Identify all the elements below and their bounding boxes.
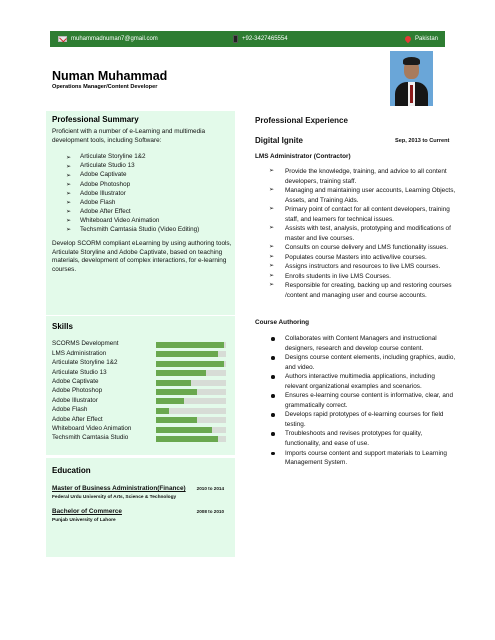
tool-item (66, 162, 199, 171)
skill-row (52, 378, 230, 387)
skill-bar-track (156, 351, 226, 357)
duty-text: Responsible for creating, backing up and restoring courses /content and managing user and course accounts. (285, 282, 452, 299)
skill-bar-fill (156, 398, 184, 404)
skill-label: Adobe Photoshop (52, 387, 103, 395)
bullet-dot-icon (271, 337, 275, 341)
skill-bar-fill (156, 361, 224, 367)
university-name: Punjab University of Lahore (52, 517, 116, 523)
skill-bar-track (156, 389, 226, 395)
tools-list (66, 153, 199, 235)
summary-outro: Develop SCORM compliant eLearning by using authoring tools, Articulate Storyline and Adobe Captivate, based on teaching materials, development of complex interactions, for e-learning courses. (52, 240, 232, 273)
duty-text: Managing and maintaining user accounts, Learning Objects, Assets, and Training Aids. (285, 187, 456, 204)
duty-item (269, 243, 457, 253)
skill-label: SCORMS Development (52, 340, 119, 348)
summary-panel (46, 111, 235, 315)
arrow-bullet-icon: ➢ (66, 227, 72, 234)
tool-item (66, 171, 199, 180)
tool-label: Adobe Photoshop (80, 180, 131, 188)
skill-row (52, 387, 230, 396)
course-authoring-list (269, 334, 457, 468)
skill-bar-track (156, 417, 226, 423)
duty-text: Assigns instructors and resources to live LMS courses. (285, 263, 441, 270)
tool-label: Adobe Captivate (80, 171, 127, 179)
authoring-item (269, 410, 457, 429)
skill-bar-track (156, 370, 226, 376)
skill-label: Whiteboard Video Animation (52, 424, 132, 432)
email-text: muhammadnuman7@gmail.com (71, 35, 158, 42)
duty-item (269, 205, 457, 224)
summary-heading: Professional Summary (52, 115, 139, 124)
skill-bar-track (156, 408, 226, 414)
arrow-bullet-icon: ➢ (269, 253, 275, 260)
duty-item (269, 253, 457, 263)
skill-row (52, 425, 230, 434)
arrow-bullet-icon: ➢ (66, 209, 72, 216)
authoring-text: Imports course content and support materials to Learning Management System. (285, 449, 447, 467)
arrow-bullet-icon: ➢ (66, 218, 72, 225)
authoring-item (269, 429, 457, 448)
duty-item (269, 272, 457, 282)
skill-bar-track (156, 427, 226, 433)
skill-row (52, 359, 230, 368)
arrow-bullet-icon: ➢ (66, 199, 72, 206)
tool-label: Whiteboard Video Animation (80, 216, 160, 224)
authoring-item (269, 449, 457, 468)
course-authoring-heading: Course Authoring (255, 319, 310, 326)
contact-phone[interactable] (233, 31, 288, 47)
tool-label: Adobe After Effect (80, 207, 131, 215)
tool-item (66, 217, 199, 226)
tool-item (66, 189, 199, 198)
university-name: Federal Urdu University of Arts, Science & Technology (52, 494, 177, 500)
tool-label: Adobe Illustrator (80, 189, 126, 197)
skill-label: Adobe Illustrator (52, 396, 98, 404)
authoring-text: Troubleshoots and revises prototypes for quality, functionality, and ease of use. (285, 430, 423, 448)
skill-row (52, 434, 230, 443)
bullet-dot-icon (271, 452, 275, 456)
skill-bar-fill (156, 436, 218, 442)
arrow-bullet-icon: ➢ (269, 225, 275, 231)
authoring-item (269, 391, 457, 410)
employment-dates: Sep, 2013 to Current (395, 138, 450, 144)
skill-bar-fill (156, 417, 197, 423)
contact-email[interactable] (58, 31, 158, 47)
duty-text: Provide the knowledge, training, and advice to all content developers, training staff. (285, 168, 447, 185)
arrow-bullet-icon: ➢ (66, 163, 72, 170)
skill-bar-track (156, 361, 226, 367)
duty-item (269, 186, 457, 205)
authoring-item (269, 372, 457, 391)
location-pin-icon (404, 35, 412, 43)
skill-label: Adobe Flash (52, 406, 88, 414)
duty-item (269, 167, 457, 186)
skill-bar-fill (156, 380, 191, 386)
skills-list (52, 340, 230, 443)
arrow-bullet-icon: ➢ (269, 168, 275, 174)
education-heading: Education (52, 466, 91, 475)
skill-bar-fill (156, 342, 224, 348)
bullet-dot-icon (271, 413, 275, 417)
arrow-bullet-icon: ➢ (269, 263, 275, 269)
profile-photo (390, 51, 433, 106)
arrow-bullet-icon: ➢ (269, 206, 275, 212)
tool-item (66, 198, 199, 207)
duty-item (269, 281, 457, 300)
degree-name: Bachelor of Commerce (52, 508, 122, 515)
candidate-name: Numan Muhammad (52, 69, 168, 83)
skill-bar-fill (156, 427, 212, 433)
bullet-dot-icon (271, 356, 275, 360)
duty-item (269, 224, 457, 243)
arrow-bullet-icon: ➢ (269, 282, 275, 288)
arrow-bullet-icon: ➢ (269, 187, 275, 193)
tool-item (66, 153, 199, 162)
authoring-text: Designs course content elements, including graphics, audio, and video. (285, 354, 456, 371)
degree-name: Master of Business Administration(Finance) (52, 485, 186, 492)
arrow-bullet-icon: ➢ (66, 172, 72, 179)
bullet-dot-icon (271, 432, 275, 436)
mail-icon (58, 36, 67, 42)
tool-item (66, 226, 199, 235)
tool-label: Articulate Studio 13 (80, 162, 135, 170)
tool-item (66, 208, 199, 217)
tool-label: Techsmith Camtasia Studio (Video Editing) (80, 226, 200, 234)
arrow-bullet-icon: ➢ (269, 272, 275, 279)
tool-label: Adobe Flash (80, 198, 116, 206)
duty-text: Assists with test, analysis, prototyping and modifications of master and live courses. (285, 225, 451, 242)
duty-text: Primary point of contact for all content developers, training staff, and learners for technical issues. (285, 206, 450, 223)
skills-heading: Skills (52, 322, 73, 331)
authoring-item (269, 353, 457, 372)
arrow-bullet-icon: ➢ (66, 154, 72, 161)
skill-bar-fill (156, 408, 169, 414)
skill-row (52, 406, 230, 415)
skill-label: Techsmith Camtasia Studio (52, 434, 129, 442)
skill-bar-fill (156, 370, 206, 376)
authoring-text: Authors interactive multimedia applications, including relevant organizational examples and scenarios. (285, 373, 435, 390)
education-item (52, 508, 230, 524)
skill-bar-track (156, 398, 226, 404)
skill-row (52, 349, 230, 358)
bullet-dot-icon (271, 375, 275, 379)
arrow-bullet-icon: ➢ (269, 244, 275, 250)
phone-icon (233, 35, 238, 43)
authoring-text: Ensures e-learning course content is informative, clear, and grammatically correct. (285, 392, 454, 409)
duties-list (269, 167, 457, 300)
education-item (52, 485, 230, 501)
authoring-text: Collaborates with Content Managers and instructional designers, research and develop course content. (285, 335, 437, 352)
education-panel (46, 458, 235, 557)
skill-row (52, 396, 230, 405)
duty-text: Populates course Masters into active/live courses. (285, 253, 427, 261)
skill-row (52, 415, 230, 424)
bullet-dot-icon (271, 394, 275, 398)
skill-row (52, 340, 230, 349)
duty-item (269, 262, 457, 272)
arrow-bullet-icon: ➢ (66, 181, 72, 188)
contact-location (405, 31, 438, 47)
job-role: LMS Administrator (Contractor) (255, 153, 351, 160)
summary-intro: Proficient with a number of e-Learning and multimedia development tools, including Software: (52, 128, 206, 144)
skill-label: LMS Administration (52, 349, 107, 357)
candidate-title: Operations Manager/Content Developer (52, 84, 158, 90)
degree-years: 2008 to 2010 (196, 509, 224, 514)
experience-heading: Professional Experience (255, 116, 348, 125)
skill-bar-track (156, 436, 226, 442)
skill-bar-fill (156, 389, 197, 395)
tool-label: Articulate Storyline 1&2 (80, 153, 146, 161)
duty-text: Enrolls students in live LMS Courses. (285, 272, 391, 280)
duty-text: Consults on course delivery and LMS functionality issues. (285, 244, 449, 251)
tool-item (66, 180, 199, 189)
skill-label: Articulate Storyline 1&2 (52, 359, 118, 367)
arrow-bullet-icon: ➢ (66, 190, 72, 197)
skill-bar-track (156, 380, 226, 386)
skill-bar-fill (156, 351, 218, 357)
phone-text: +92-3427465554 (242, 35, 288, 42)
skill-row (52, 368, 230, 377)
authoring-item (269, 334, 457, 353)
authoring-text: Develops rapid prototypes of e-learning courses for field testing. (285, 411, 444, 428)
contact-bar (50, 31, 445, 47)
location-text: Pakistan (415, 35, 439, 42)
skill-bar-track (156, 342, 226, 348)
company-name: Digital Ignite (255, 136, 303, 145)
skill-label: Adobe Captivate (52, 378, 99, 385)
degree-years: 2010 to 2014 (196, 486, 224, 491)
skill-label: Adobe After Effect (52, 415, 103, 423)
skill-label: Articulate Studio 13 (52, 368, 107, 376)
skills-panel (46, 316, 235, 455)
